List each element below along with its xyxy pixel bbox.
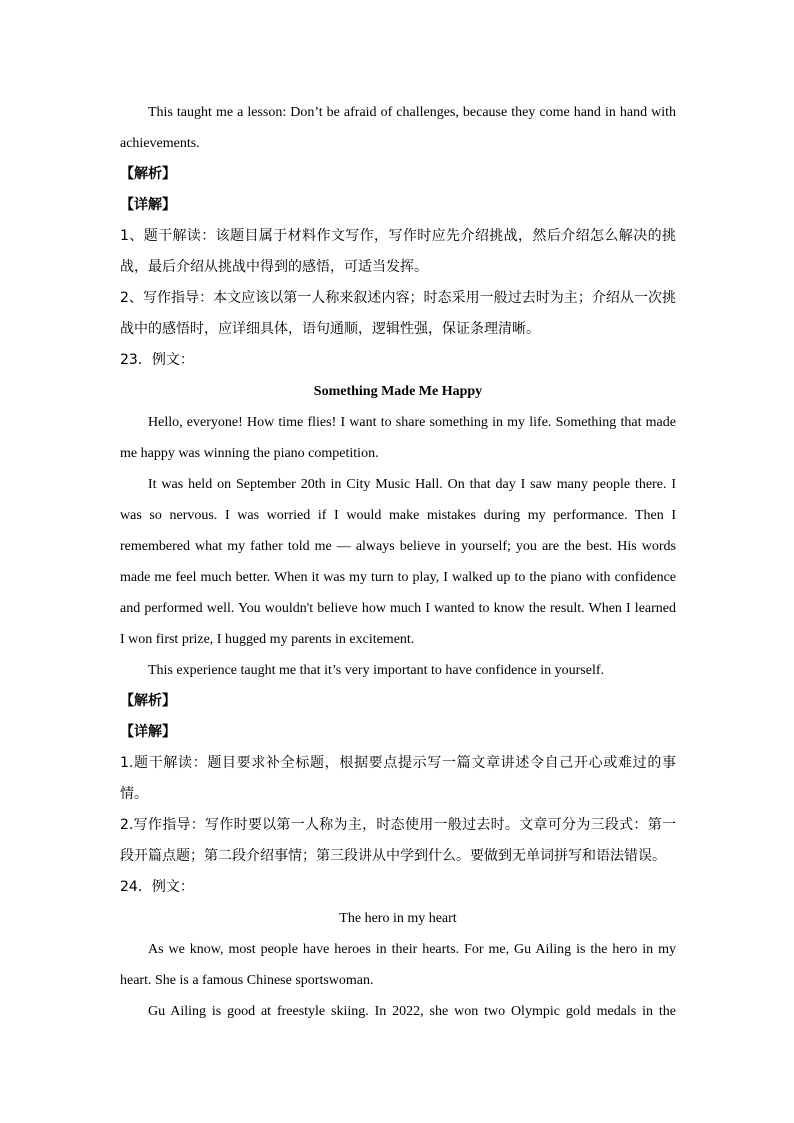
text-line: heart. She is a famous Chinese sportswoman. bbox=[120, 973, 374, 988]
essay-conclusion bbox=[120, 97, 676, 159]
essay-paragraph bbox=[120, 407, 676, 469]
text-line: This experience taught me that it’s very important to have confidence in yourself. bbox=[148, 663, 605, 678]
text-line: 战，最后介绍从挑战中得到的感悟，可适当发挥。 bbox=[120, 259, 428, 275]
essay-paragraph bbox=[120, 996, 676, 1027]
text-line: 1、题干解读：该题目属于材料作文写作，写作时应先介绍挑战，然后介绍怎么解决的挑 bbox=[120, 228, 676, 244]
page-content bbox=[120, 97, 676, 1027]
analysis-point-2 bbox=[120, 810, 676, 872]
text-line: 战中的感悟时，应详细具体，语句通顺，逻辑性强，保证条理清晰。 bbox=[120, 321, 540, 337]
essay-paragraph bbox=[120, 469, 676, 655]
text-line: remembered what my father told me — always believe in yourself; you are the best. His words bbox=[120, 539, 676, 554]
section-heading-xiangjie: 【详解】 bbox=[120, 197, 176, 213]
text-line: As we know, most people have heroes in their hearts. For me, Gu Ailing is the hero in my bbox=[148, 942, 676, 957]
text-line: achievements. bbox=[120, 136, 200, 151]
analysis-point-1 bbox=[120, 748, 676, 810]
analysis-point-2 bbox=[120, 283, 676, 345]
essay-paragraph bbox=[120, 655, 676, 686]
analysis-point-1 bbox=[120, 221, 676, 283]
text-line: 2.写作指导：写作时要以第一人称为主，时态使用一般过去时。文章可分为三段式：第一 bbox=[120, 817, 676, 833]
text-line: Gu Ailing is good at freestyle skiing. In 2022, she won two Olympic gold medals in the bbox=[148, 1004, 676, 1019]
text-line: Hello, everyone! How time flies! I want to share something in my life. Something that made bbox=[148, 415, 676, 430]
question-label: 23．例文： bbox=[120, 352, 194, 368]
text-line: 1.题干解读：题目要求补全标题，根据要点提示写一篇文章讲述令自己开心或难过的事 bbox=[120, 755, 676, 771]
text-line: made me feel much better. When it was my turn to play, I walked up to the piano with confidence bbox=[120, 570, 676, 585]
text-line: 情。 bbox=[120, 786, 148, 802]
text-line: was so nervous. I was worried if I would make mistakes during my performance. Then I bbox=[120, 508, 676, 523]
essay-title: The hero in my heart bbox=[339, 911, 457, 926]
text-line: This taught me a lesson: Don’t be afraid of challenges, because they come hand in hand with bbox=[148, 105, 676, 120]
question-label: 24．例文： bbox=[120, 879, 194, 895]
text-line: and performed well. You wouldn't believe how much I wanted to know the result. When I learned bbox=[120, 601, 676, 616]
text-line: me happy was winning the piano competition. bbox=[120, 446, 379, 461]
essay-paragraph bbox=[120, 934, 676, 996]
text-line: It was held on September 20th in City Music Hall. On that day I saw many people there. I bbox=[148, 477, 676, 492]
section-heading-jiexi: 【解析】 bbox=[120, 693, 176, 709]
text-line: 2、写作指导：本文应该以第一人称来叙述内容；时态采用一般过去时为主；介绍从一次挑 bbox=[120, 290, 676, 306]
essay-title: Something Made Me Happy bbox=[313, 384, 483, 399]
text-line: I won first prize, I hugged my parents in excitement. bbox=[120, 632, 415, 647]
section-heading-xiangjie: 【详解】 bbox=[120, 724, 176, 740]
section-heading-jiexi: 【解析】 bbox=[120, 166, 176, 182]
text-line: 段开篇点题；第二段介绍事情；第三段讲从中学到什么。要做到无单词拼写和语法错误。 bbox=[120, 848, 666, 864]
